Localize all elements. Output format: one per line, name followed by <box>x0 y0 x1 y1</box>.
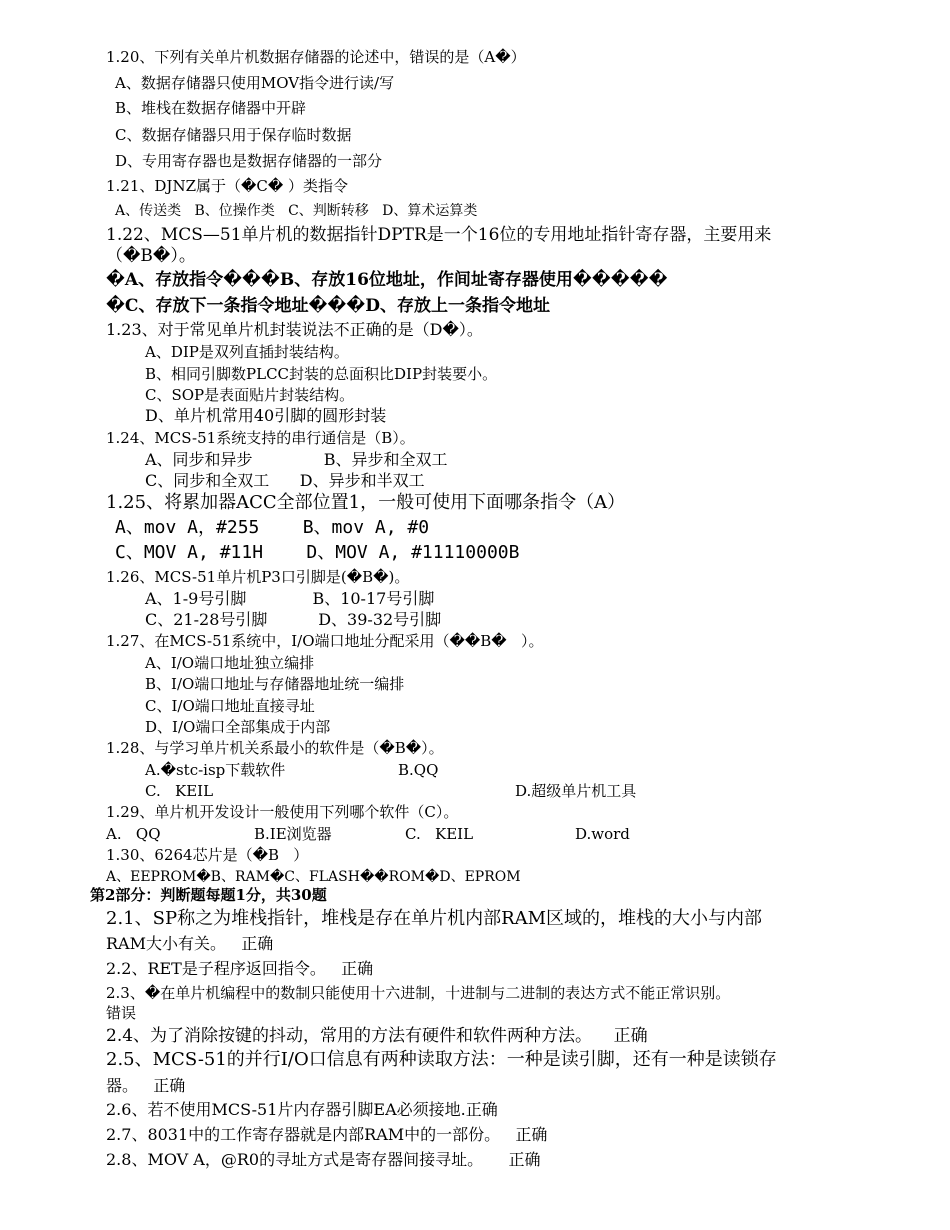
option-line: A、数据存储器只使用MOV指令进行读/写 <box>115 74 395 92</box>
statement-2-1: 2.1、SP称之为堆栈指针，堆栈是存在单片机内部RAM区域的，堆栈的大小与内部 <box>106 908 763 929</box>
option-line: D、单片机常用40引脚的圆形封装 <box>145 406 387 425</box>
option-line: �C、存放下一条指令地址���D、存放上一条指令地址 <box>106 296 550 316</box>
statement-2-3-cont: 错误 <box>106 1004 137 1022</box>
option-line: C. KEIL <box>405 825 474 843</box>
question-1-29: 1.29、单片机开发设计一般使用下列哪个软件（C）。 <box>106 803 459 821</box>
section-heading: 第2部分：判断题每题1分，共30题 <box>90 886 327 904</box>
option-line: A、mov A，#255 B、mov A, #0 <box>115 517 430 538</box>
statement-2-5: 2.5、MCS-51的并行I/O口信息有两种读取方法：一种是读引脚，还有一种是读锁存 <box>106 1049 777 1070</box>
question-1-22: 1.22、MCS—51单片机的数据指针DPTR是一个16位的专用地址指针寄存器，主要用来 <box>106 225 772 245</box>
question-1-23: 1.23、对于常见单片机封装说法不正确的是（D�）。 <box>106 320 483 339</box>
statement-2-5-cont: 器。 正确 <box>106 1076 186 1095</box>
option-line: B.QQ <box>398 761 439 779</box>
question-1-21: 1.21、DJNZ属于（�C� ）类指令 <box>106 177 348 195</box>
statement-2-6: 2.6、若不使用MCS-51片内存器引脚EA必须接地.正确 <box>106 1100 498 1119</box>
option-line: A.�stc-isp下载软件 <box>145 761 286 779</box>
option-line: A、1-9号引脚 B、10-17号引脚 <box>145 589 435 608</box>
question-1-24: 1.24、MCS-51系统支持的串行通信是（B）。 <box>106 429 415 447</box>
statement-2-4: 2.4、为了消除按键的抖动，常用的方法有硬件和软件两种方法。 正确 <box>106 1026 648 1046</box>
option-line: D、专用寄存器也是数据存储器的一部分 <box>115 152 383 170</box>
option-line: A. QQ <box>106 825 161 843</box>
question-1-26: 1.26、MCS-51单片机P3口引脚是(�B�)。 <box>106 568 410 586</box>
option-line: A、传送类 B、位操作类 C、判断转移 D、算术运算类 <box>115 203 478 219</box>
option-line: C. KEIL <box>145 782 214 800</box>
option-line: C、数据存储器只用于保存临时数据 <box>115 126 352 144</box>
option-line: A、I/O端口地址独立编排 <box>145 654 315 672</box>
statement-2-8: 2.8、MOV A，@R0的寻址方式是寄存器间接寻址。 正确 <box>106 1150 541 1169</box>
statement-2-7: 2.7、8031中的工作寄存器就是内部RAM中的一部份。 正确 <box>106 1125 548 1144</box>
option-line: B、相同引脚数PLCC封装的总面积比DIP封装要小。 <box>145 365 498 383</box>
option-line: A、EEPROM�B、RAM�C、FLASH��ROM�D、EPROM <box>106 869 521 885</box>
question-1-27: 1.27、在MCS-51系统中，I/O端口地址分配采用（��B� ）。 <box>106 632 544 650</box>
option-line: C、21-28号引脚 D、39-32号引脚 <box>145 610 442 629</box>
statement-2-2: 2.2、RET是子程序返回指令。 正确 <box>106 959 374 978</box>
option-line: A、DIP是双列直插封装结构。 <box>145 343 349 361</box>
question-1-28: 1.28、与学习单片机关系最小的软件是（�B�）。 <box>106 739 444 757</box>
option-line: B、堆栈在数据存储器中开辟 <box>115 99 307 117</box>
question-1-30: 1.30、6264芯片是（�B ） <box>106 846 309 864</box>
option-line: C、SOP是表面贴片封装结构。 <box>145 386 355 404</box>
option-line: B.IE浏览器 <box>254 825 332 843</box>
option-line: C、MOV A, #11H D、MOV A, #11110000B <box>115 542 520 563</box>
option-line: C、同步和全双工 D、异步和半双工 <box>145 471 425 490</box>
question-1-22-cont: （�B�）。 <box>106 246 196 266</box>
question-1-20: 1.20、下列有关单片机数据存储器的论述中，错误的是（A�） <box>106 48 526 66</box>
option-line: D.word <box>575 825 630 843</box>
option-line: B、I/O端口地址与存储器地址统一编排 <box>145 675 405 693</box>
option-line: �A、存放指令���B、存放16位地址，作间址寄存器使用����� <box>106 270 668 290</box>
option-line: D.超级单片机工具 <box>515 782 637 800</box>
statement-2-3: 2.3、�在单片机编程中的数制只能使用十六进制，十进制与二进制的表达方式不能正常识别。 <box>106 984 731 1002</box>
option-line: C、I/O端口地址直接寻址 <box>145 697 315 715</box>
option-line: A、同步和异步 B、异步和全双工 <box>145 450 448 469</box>
statement-2-1-cont: RAM大小有关。 正确 <box>106 934 274 953</box>
question-1-25: 1.25、将累加器ACC全部位置1，一般可使用下面哪条指令（A） <box>106 492 626 513</box>
option-line: D、I/O端口全部集成于内部 <box>145 718 331 736</box>
